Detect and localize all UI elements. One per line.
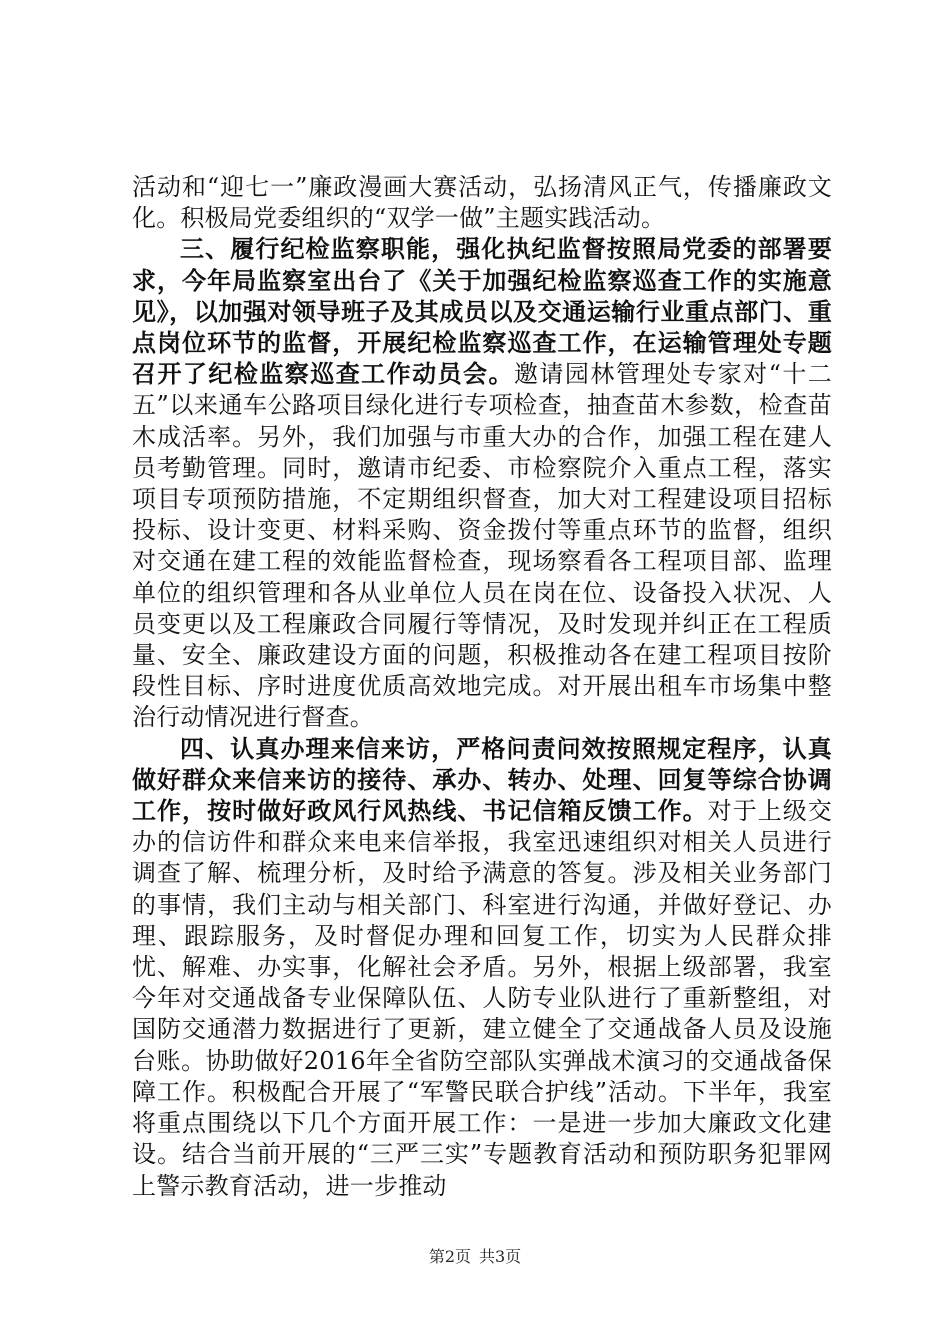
section-four-heading: 四、认真办理来信来访，严格问责问效按照规定程序，认真做好群众来信来访的接待、承办、转办、处理、回复等综合协调工作，按时做好政风行风热线、书记信箱反馈工作。	[132, 734, 832, 826]
paragraph-section-four	[132, 734, 832, 1202]
paragraph-section-three	[132, 234, 832, 733]
paragraph-text: 活动和“迎七一”廉政漫画大赛活动，弘扬清风正气，传播廉政文化。积极局党委组织的“双学一做”主题实践活动。	[132, 173, 832, 233]
page-number: 第2页	[428, 1247, 471, 1266]
page-total: 共3页	[479, 1247, 522, 1266]
paragraph-continuation	[132, 172, 832, 234]
section-three-text: 邀请园林管理处专家对“十二五”以来通车公路项目绿化进行专项检查，抽查苗木参数，检查苗木成活率。另外，我们加强与市重大办的合作，加强工程在建人员考勤管理。同时，邀请市纪委、市检察院介入重点工程，落实项目专项预防措施，不定期组织督查，加大对工程建设项目招标投标、设计变更、材料采购、资金拨付等重点环节的监督，组织对交通在建工程的效能监督检查，现场察看各工程项目部、监理单位的组织管理和各从业单位人员在岗在位、设备投入状况、人员变更以及工程廉政合同履行等情况，及时发现并纠正在工程质量、安全、廉政建设方面的问题，积极推动各在建工程项目按阶段性目标、序时进度优质高效地完成。对开展出租车市场集中整治行动情况进行督查。	[132, 360, 833, 732]
page-footer	[0, 1244, 950, 1267]
document-body	[132, 172, 832, 1202]
section-four-text: 对于上级交办的信访件和群众来电来信举报，我室迅速组织对相关人员进行调查了解、梳理分析，及时给予满意的答复。涉及相关业务部门的事情，我们主动与相关部门、科室进行沟通，并做好登记、办理、跟踪服务，及时督促办理和回复工作，切实为人民群众排忧、解难、办实事，化解社会矛盾。另外，根据上级部署，我室今年对交通战备专业保障队伍、人防专业队进行了重新整组，对国防交通潜力数据进行了更新，建立健全了交通战备人员及设施台账。协助做好2016年全省防空部队实弹战术演习的交通战备保障工作。积极配合开展了“军警民联合护线”活动。下半年，我室将重点围绕以下几个方面开展工作：一是进一步加大廉政文化建设。结合当前开展的“三严三实”专题教育活动和预防职务犯罪网上警示教育活动，进一步推动	[132, 797, 832, 1200]
section-three-heading: 三、履行纪检监察职能，强化执纪监督按照局党委的部署要求，今年局监察室出台了《关于加强纪检监察巡查工作的实施意见》，以加强对领导班子及其成员以及交通运输行业重点部门、重点岗位环节的监督，开展纪检监察巡查工作，在运输管理处专题召开了纪检监察巡查工作动员会。	[132, 235, 832, 389]
